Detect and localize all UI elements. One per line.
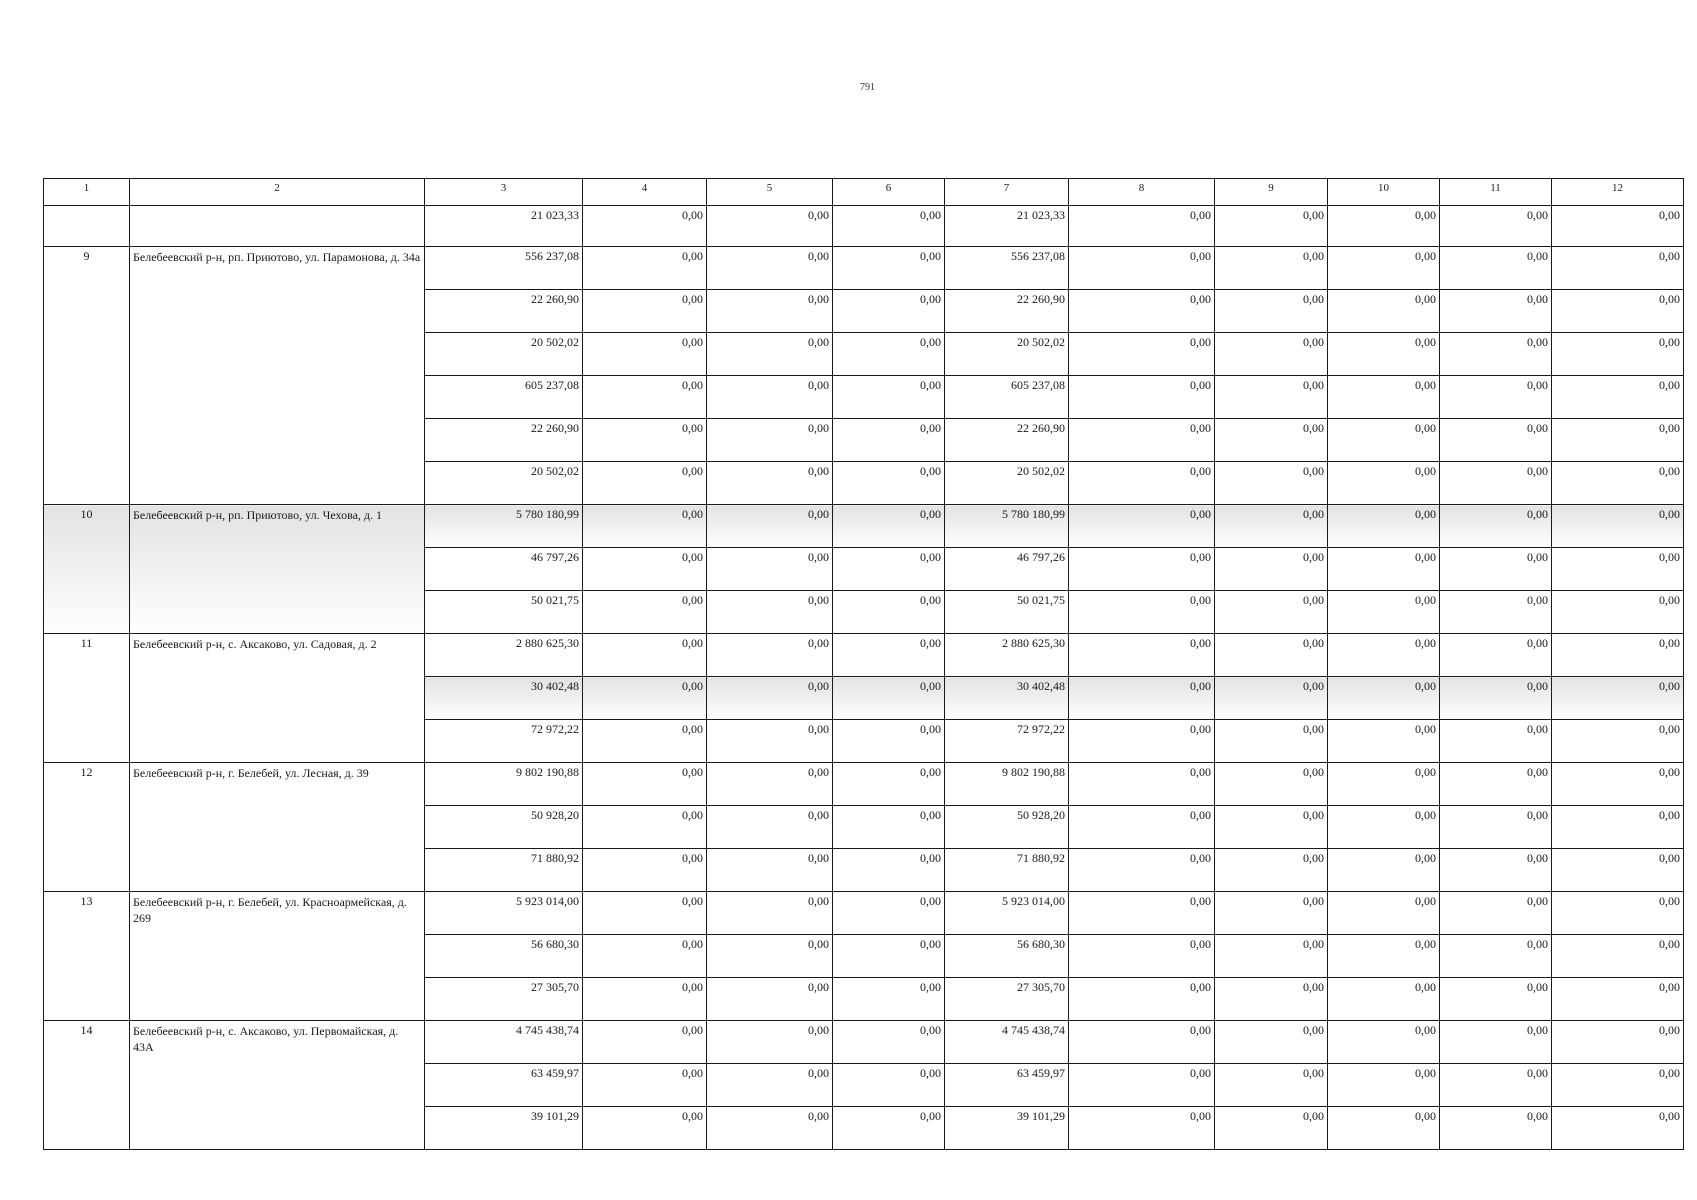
value-cell-v8: 0,00 [1069, 505, 1215, 548]
value-cell-v7: 20 502,02 [945, 462, 1069, 505]
value-cell-v12: 0,00 [1552, 935, 1684, 978]
header-row [44, 179, 1684, 206]
value-cell-v11: 0,00 [1440, 548, 1552, 591]
value-cell-v5: 0,00 [707, 720, 833, 763]
value-cell-v10: 0,00 [1328, 333, 1440, 376]
value-cell-v5: 0,00 [707, 591, 833, 634]
table-row [44, 763, 1684, 806]
value-cell-v6: 0,00 [833, 720, 945, 763]
value-cell-v11: 0,00 [1440, 290, 1552, 333]
value-cell-v9: 0,00 [1215, 548, 1328, 591]
value-cell-v6: 0,00 [833, 1064, 945, 1107]
value-cell-v11: 0,00 [1440, 763, 1552, 806]
value-cell-v4: 0,00 [583, 935, 707, 978]
value-cell-v4: 0,00 [583, 806, 707, 849]
value-cell-v9: 0,00 [1215, 1021, 1328, 1064]
value-cell-v8: 0,00 [1069, 333, 1215, 376]
column-header: 12 [1552, 179, 1684, 206]
value-cell-v12: 0,00 [1552, 677, 1684, 720]
value-cell-v11: 0,00 [1440, 1021, 1552, 1064]
value-cell-v9: 0,00 [1215, 806, 1328, 849]
value-cell-v5: 0,00 [707, 462, 833, 505]
value-cell-v5: 0,00 [707, 892, 833, 935]
value-cell-v7: 5 923 014,00 [945, 892, 1069, 935]
value-cell-v7: 27 305,70 [945, 978, 1069, 1021]
value-cell-v5: 0,00 [707, 806, 833, 849]
value-cell-v9: 0,00 [1215, 376, 1328, 419]
value-cell-v8: 0,00 [1069, 462, 1215, 505]
value-cell-v3: 2 880 625,30 [425, 634, 583, 677]
value-cell-v9: 0,00 [1215, 1107, 1328, 1150]
value-cell-v9: 0,00 [1215, 1064, 1328, 1107]
value-cell-v9: 0,00 [1215, 892, 1328, 935]
value-cell-v4: 0,00 [583, 892, 707, 935]
value-cell-v11: 0,00 [1440, 720, 1552, 763]
value-cell-v4: 0,00 [583, 763, 707, 806]
value-cell-v11: 0,00 [1440, 376, 1552, 419]
value-cell-v4: 0,00 [583, 290, 707, 333]
value-cell-v9: 0,00 [1215, 333, 1328, 376]
value-cell-v6: 0,00 [833, 634, 945, 677]
value-cell-v6: 0,00 [833, 806, 945, 849]
value-cell-v11: 0,00 [1440, 935, 1552, 978]
table-row [44, 892, 1684, 935]
value-cell-v3: 50 021,75 [425, 591, 583, 634]
value-cell-v8: 0,00 [1069, 548, 1215, 591]
value-cell-v5: 0,00 [707, 548, 833, 591]
value-cell-v5: 0,00 [707, 505, 833, 548]
value-cell-v5: 0,00 [707, 1107, 833, 1150]
value-cell-v12: 0,00 [1552, 1021, 1684, 1064]
value-cell-v12: 0,00 [1552, 206, 1684, 247]
value-cell-v10: 0,00 [1328, 1064, 1440, 1107]
value-cell-v3: 72 972,22 [425, 720, 583, 763]
value-cell-v5: 0,00 [707, 763, 833, 806]
value-cell-v7: 21 023,33 [945, 206, 1069, 247]
value-cell-v5: 0,00 [707, 206, 833, 247]
value-cell-v6: 0,00 [833, 505, 945, 548]
value-cell-v10: 0,00 [1328, 505, 1440, 548]
row-number: 9 [44, 247, 130, 505]
value-cell-v5: 0,00 [707, 634, 833, 677]
value-cell-v7: 4 745 438,74 [945, 1021, 1069, 1064]
value-cell-v10: 0,00 [1328, 462, 1440, 505]
value-cell-v9: 0,00 [1215, 720, 1328, 763]
value-cell-v7: 22 260,90 [945, 290, 1069, 333]
value-cell-v9: 0,00 [1215, 591, 1328, 634]
value-cell-v7: 2 880 625,30 [945, 634, 1069, 677]
value-cell-v6: 0,00 [833, 892, 945, 935]
value-cell-v4: 0,00 [583, 206, 707, 247]
value-cell-v10: 0,00 [1328, 247, 1440, 290]
value-cell-v6: 0,00 [833, 1021, 945, 1064]
value-cell-v9: 0,00 [1215, 677, 1328, 720]
value-cell-v6: 0,00 [833, 548, 945, 591]
value-cell-v7: 22 260,90 [945, 419, 1069, 462]
value-cell-v12: 0,00 [1552, 849, 1684, 892]
value-cell-v10: 0,00 [1328, 763, 1440, 806]
value-cell-v7: 56 680,30 [945, 935, 1069, 978]
value-cell-v7: 9 802 190,88 [945, 763, 1069, 806]
column-header: 8 [1069, 179, 1215, 206]
value-cell-v11: 0,00 [1440, 1064, 1552, 1107]
value-cell-v7: 71 880,92 [945, 849, 1069, 892]
table-row [44, 1021, 1684, 1064]
value-cell-v4: 0,00 [583, 720, 707, 763]
value-cell-v10: 0,00 [1328, 1107, 1440, 1150]
value-cell-v8: 0,00 [1069, 978, 1215, 1021]
value-cell-v5: 0,00 [707, 849, 833, 892]
value-cell-v12: 0,00 [1552, 892, 1684, 935]
row-number [44, 206, 130, 247]
value-cell-v3: 556 237,08 [425, 247, 583, 290]
value-cell-v10: 0,00 [1328, 634, 1440, 677]
value-cell-v8: 0,00 [1069, 806, 1215, 849]
value-cell-v5: 0,00 [707, 333, 833, 376]
value-cell-v12: 0,00 [1552, 763, 1684, 806]
value-cell-v6: 0,00 [833, 849, 945, 892]
value-cell-v9: 0,00 [1215, 634, 1328, 677]
value-cell-v8: 0,00 [1069, 763, 1215, 806]
value-cell-v6: 0,00 [833, 247, 945, 290]
address-cell: Белебеевский р-н, рп. Приютово, ул. Парамонова, д. 34а [130, 247, 425, 505]
value-cell-v6: 0,00 [833, 206, 945, 247]
value-cell-v11: 0,00 [1440, 419, 1552, 462]
value-cell-v8: 0,00 [1069, 1107, 1215, 1150]
value-cell-v5: 0,00 [707, 290, 833, 333]
value-cell-v7: 556 237,08 [945, 247, 1069, 290]
value-cell-v9: 0,00 [1215, 206, 1328, 247]
value-cell-v8: 0,00 [1069, 206, 1215, 247]
value-cell-v6: 0,00 [833, 591, 945, 634]
value-cell-v4: 0,00 [583, 419, 707, 462]
value-cell-v5: 0,00 [707, 935, 833, 978]
value-cell-v7: 30 402,48 [945, 677, 1069, 720]
value-cell-v7: 72 972,22 [945, 720, 1069, 763]
value-cell-v6: 0,00 [833, 419, 945, 462]
value-cell-v4: 0,00 [583, 978, 707, 1021]
value-cell-v3: 27 305,70 [425, 978, 583, 1021]
address-cell: Белебеевский р-н, г. Белебей, ул. Красноармейская, д. 269 [130, 892, 425, 1021]
value-cell-v5: 0,00 [707, 376, 833, 419]
value-cell-v5: 0,00 [707, 1064, 833, 1107]
value-cell-v9: 0,00 [1215, 290, 1328, 333]
value-cell-v8: 0,00 [1069, 892, 1215, 935]
table-row [44, 206, 1684, 247]
value-cell-v11: 0,00 [1440, 505, 1552, 548]
value-cell-v11: 0,00 [1440, 333, 1552, 376]
address-cell: Белебеевский р-н, г. Белебей, ул. Лесная, д. 39 [130, 763, 425, 892]
row-number: 13 [44, 892, 130, 1021]
value-cell-v8: 0,00 [1069, 849, 1215, 892]
value-cell-v6: 0,00 [833, 376, 945, 419]
value-cell-v10: 0,00 [1328, 677, 1440, 720]
value-cell-v8: 0,00 [1069, 720, 1215, 763]
value-cell-v12: 0,00 [1552, 247, 1684, 290]
value-cell-v11: 0,00 [1440, 978, 1552, 1021]
value-cell-v4: 0,00 [583, 376, 707, 419]
value-cell-v9: 0,00 [1215, 763, 1328, 806]
value-cell-v11: 0,00 [1440, 206, 1552, 247]
column-header: 7 [945, 179, 1069, 206]
value-cell-v10: 0,00 [1328, 935, 1440, 978]
address-cell: Белебеевский р-н, рп. Приютово, ул. Чехова, д. 1 [130, 505, 425, 634]
value-cell-v4: 0,00 [583, 462, 707, 505]
value-cell-v11: 0,00 [1440, 677, 1552, 720]
address-cell: Белебеевский р-н, с. Аксаково, ул. Первомайская, д. 43А [130, 1021, 425, 1150]
table-row [44, 247, 1684, 290]
value-cell-v3: 21 023,33 [425, 206, 583, 247]
value-cell-v4: 0,00 [583, 505, 707, 548]
value-cell-v3: 46 797,26 [425, 548, 583, 591]
value-cell-v8: 0,00 [1069, 376, 1215, 419]
value-cell-v12: 0,00 [1552, 1107, 1684, 1150]
value-cell-v12: 0,00 [1552, 290, 1684, 333]
table-body [44, 206, 1684, 1150]
value-cell-v10: 0,00 [1328, 806, 1440, 849]
value-cell-v4: 0,00 [583, 591, 707, 634]
value-cell-v4: 0,00 [583, 333, 707, 376]
value-cell-v3: 22 260,90 [425, 419, 583, 462]
value-cell-v4: 0,00 [583, 849, 707, 892]
column-header: 11 [1440, 179, 1552, 206]
value-cell-v9: 0,00 [1215, 849, 1328, 892]
value-cell-v12: 0,00 [1552, 376, 1684, 419]
value-cell-v11: 0,00 [1440, 1107, 1552, 1150]
value-cell-v11: 0,00 [1440, 806, 1552, 849]
value-cell-v12: 0,00 [1552, 419, 1684, 462]
value-cell-v3: 50 928,20 [425, 806, 583, 849]
value-cell-v10: 0,00 [1328, 1021, 1440, 1064]
value-cell-v11: 0,00 [1440, 892, 1552, 935]
value-cell-v12: 0,00 [1552, 978, 1684, 1021]
value-cell-v5: 0,00 [707, 978, 833, 1021]
value-cell-v9: 0,00 [1215, 462, 1328, 505]
value-cell-v5: 0,00 [707, 1021, 833, 1064]
value-cell-v7: 63 459,97 [945, 1064, 1069, 1107]
value-cell-v4: 0,00 [583, 247, 707, 290]
value-cell-v7: 5 780 180,99 [945, 505, 1069, 548]
column-header: 10 [1328, 179, 1440, 206]
column-header: 5 [707, 179, 833, 206]
value-cell-v6: 0,00 [833, 935, 945, 978]
value-cell-v12: 0,00 [1552, 505, 1684, 548]
value-cell-v9: 0,00 [1215, 419, 1328, 462]
value-cell-v7: 50 021,75 [945, 591, 1069, 634]
row-number: 10 [44, 505, 130, 634]
value-cell-v8: 0,00 [1069, 935, 1215, 978]
value-cell-v3: 20 502,02 [425, 333, 583, 376]
column-header: 6 [833, 179, 945, 206]
value-cell-v7: 39 101,29 [945, 1107, 1069, 1150]
value-cell-v12: 0,00 [1552, 333, 1684, 376]
value-cell-v3: 605 237,08 [425, 376, 583, 419]
value-cell-v4: 0,00 [583, 548, 707, 591]
value-cell-v12: 0,00 [1552, 548, 1684, 591]
value-cell-v3: 56 680,30 [425, 935, 583, 978]
page-number: 791 [860, 82, 875, 93]
value-cell-v8: 0,00 [1069, 634, 1215, 677]
value-cell-v10: 0,00 [1328, 892, 1440, 935]
value-cell-v8: 0,00 [1069, 591, 1215, 634]
table-row [44, 634, 1684, 677]
value-cell-v11: 0,00 [1440, 247, 1552, 290]
row-number: 12 [44, 763, 130, 892]
value-cell-v8: 0,00 [1069, 677, 1215, 720]
value-cell-v10: 0,00 [1328, 290, 1440, 333]
value-cell-v4: 0,00 [583, 677, 707, 720]
value-cell-v3: 4 745 438,74 [425, 1021, 583, 1064]
value-cell-v11: 0,00 [1440, 462, 1552, 505]
value-cell-v4: 0,00 [583, 1107, 707, 1150]
value-cell-v10: 0,00 [1328, 978, 1440, 1021]
value-cell-v10: 0,00 [1328, 849, 1440, 892]
value-cell-v6: 0,00 [833, 333, 945, 376]
value-cell-v11: 0,00 [1440, 634, 1552, 677]
table-row [44, 505, 1684, 548]
value-cell-v10: 0,00 [1328, 591, 1440, 634]
value-cell-v12: 0,00 [1552, 1064, 1684, 1107]
value-cell-v3: 5 780 180,99 [425, 505, 583, 548]
column-header: 4 [583, 179, 707, 206]
value-cell-v6: 0,00 [833, 1107, 945, 1150]
value-cell-v10: 0,00 [1328, 548, 1440, 591]
value-cell-v10: 0,00 [1328, 419, 1440, 462]
value-cell-v6: 0,00 [833, 978, 945, 1021]
value-cell-v3: 30 402,48 [425, 677, 583, 720]
address-cell [130, 206, 425, 247]
value-cell-v11: 0,00 [1440, 591, 1552, 634]
value-cell-v4: 0,00 [583, 1021, 707, 1064]
column-header: 2 [130, 179, 425, 206]
value-cell-v8: 0,00 [1069, 419, 1215, 462]
value-cell-v10: 0,00 [1328, 376, 1440, 419]
value-cell-v5: 0,00 [707, 247, 833, 290]
value-cell-v3: 63 459,97 [425, 1064, 583, 1107]
value-cell-v3: 71 880,92 [425, 849, 583, 892]
value-cell-v7: 605 237,08 [945, 376, 1069, 419]
value-cell-v6: 0,00 [833, 763, 945, 806]
value-cell-v9: 0,00 [1215, 247, 1328, 290]
value-cell-v3: 5 923 014,00 [425, 892, 583, 935]
value-cell-v7: 20 502,02 [945, 333, 1069, 376]
value-cell-v3: 20 502,02 [425, 462, 583, 505]
column-header: 1 [44, 179, 130, 206]
value-cell-v8: 0,00 [1069, 247, 1215, 290]
data-table [43, 178, 1684, 1150]
row-number: 11 [44, 634, 130, 763]
value-cell-v8: 0,00 [1069, 1064, 1215, 1107]
value-cell-v10: 0,00 [1328, 720, 1440, 763]
value-cell-v3: 9 802 190,88 [425, 763, 583, 806]
value-cell-v12: 0,00 [1552, 591, 1684, 634]
value-cell-v12: 0,00 [1552, 634, 1684, 677]
column-header: 3 [425, 179, 583, 206]
value-cell-v8: 0,00 [1069, 1021, 1215, 1064]
value-cell-v11: 0,00 [1440, 849, 1552, 892]
column-header: 9 [1215, 179, 1328, 206]
value-cell-v8: 0,00 [1069, 290, 1215, 333]
row-number: 14 [44, 1021, 130, 1150]
value-cell-v9: 0,00 [1215, 935, 1328, 978]
value-cell-v12: 0,00 [1552, 462, 1684, 505]
value-cell-v4: 0,00 [583, 634, 707, 677]
value-cell-v9: 0,00 [1215, 505, 1328, 548]
value-cell-v12: 0,00 [1552, 720, 1684, 763]
value-cell-v7: 46 797,26 [945, 548, 1069, 591]
value-cell-v3: 22 260,90 [425, 290, 583, 333]
value-cell-v7: 50 928,20 [945, 806, 1069, 849]
value-cell-v6: 0,00 [833, 462, 945, 505]
address-cell: Белебеевский р-н, с. Аксаково, ул. Садовая, д. 2 [130, 634, 425, 763]
value-cell-v6: 0,00 [833, 677, 945, 720]
value-cell-v9: 0,00 [1215, 978, 1328, 1021]
value-cell-v6: 0,00 [833, 290, 945, 333]
value-cell-v10: 0,00 [1328, 206, 1440, 247]
value-cell-v3: 39 101,29 [425, 1107, 583, 1150]
value-cell-v5: 0,00 [707, 677, 833, 720]
value-cell-v4: 0,00 [583, 1064, 707, 1107]
value-cell-v5: 0,00 [707, 419, 833, 462]
value-cell-v12: 0,00 [1552, 806, 1684, 849]
